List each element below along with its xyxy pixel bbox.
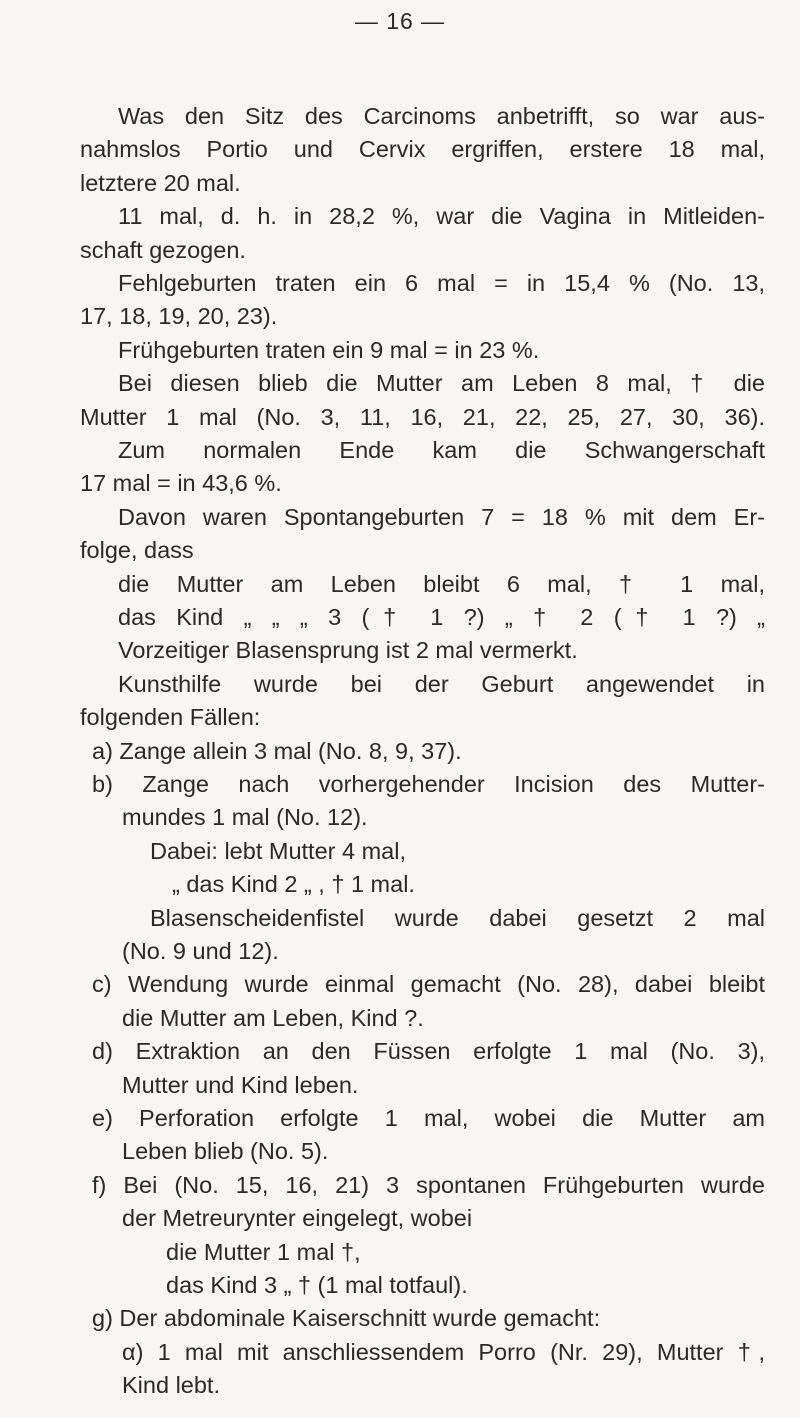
text-line: schaft gezogen. — [80, 236, 246, 263]
text-line: der Metreurynter eingelegt, wobei — [122, 1205, 473, 1232]
text-line: letztere 20 mal. — [80, 169, 241, 196]
text-line: (No. 9 und 12). — [122, 938, 279, 964]
text-line: Frühgeburten traten ein 9 mal = in 23 %. — [118, 336, 540, 363]
text-line: Mutter und Kind leben. — [122, 1071, 359, 1098]
text-line: Vorzeitiger Blasensprung ist 2 mal vermerkt. — [118, 637, 578, 664]
text-line: Leben blieb (No. 5). — [122, 1138, 329, 1165]
page-number: — 16 — — [354, 8, 446, 34]
text-line: Bei diesen blieb die Mutter am Leben 8 mal, † die — [118, 370, 765, 397]
text-line: Kind lebt. — [122, 1372, 220, 1399]
text-line: Zum normalen Ende kam die Schwangerschaft — [118, 437, 765, 463]
text-line: das Kind 3 „ † (1 mal totfaul). — [166, 1272, 468, 1298]
text-line: α) 1 mal mit anschliessendem Porro (Nr. 29), Mutter †, — [122, 1338, 765, 1365]
text-line: Fehlgeburten traten ein 6 mal = in 15,4 % (No. 13, — [118, 270, 765, 296]
text-line: 17, 18, 19, 20, 23). — [80, 303, 278, 330]
text-line: die Mutter am Leben bleibt 6 mal, † 1 mal, — [118, 570, 765, 597]
text-line: f) Bei (No. 15, 16, 21) 3 spontanen Frühgeburten wurde — [92, 1171, 765, 1198]
text-line: Dabei: lebt Mutter 4 mal, — [150, 837, 406, 864]
text-line: 11 mal, d. h. in 28,2 %, war die Vagina in Mitleiden- — [118, 203, 765, 230]
text-line: e) Perforation erfolgte 1 mal, wobei die Mutter am — [92, 1105, 765, 1131]
text-line: nahmslos Portio und Cervix ergriffen, erstere 18 mal, — [80, 136, 765, 163]
text-line: mundes 1 mal (No. 12). — [122, 804, 368, 831]
text-line: die Mutter 1 mal †, — [166, 1238, 361, 1265]
text-line: Was den Sitz des Carcinoms anbetrifft, so war aus- — [118, 103, 765, 129]
text-line: folgenden Fällen: — [80, 704, 261, 731]
text-line: „ das Kind 2 „ , † 1 mal. — [172, 871, 415, 898]
text-line: 17 mal = in 43,6 %. — [80, 470, 282, 497]
text-line: d) Extraktion an den Füssen erfolgte 1 mal (No. 3), — [92, 1038, 765, 1065]
text-line: Kunsthilfe wurde bei der Geburt angewendet in — [118, 670, 765, 697]
text-line: Blasenscheidenfistel wurde dabei gesetzt 2 mal — [150, 904, 765, 931]
text-line: das Kind „ „ „ 3 († 1 ?) „ † 2 († 1 ?) „ — [118, 604, 765, 630]
text-line: die Mutter am Leben, Kind ?. — [122, 1004, 424, 1031]
text-line: Davon waren Spontangeburten 7 = 18 % mit dem Er- — [118, 503, 765, 530]
text-line: folge, dass — [80, 537, 194, 564]
text-line: g) Der abdominale Kaiserschnitt wurde gemacht: — [92, 1305, 601, 1332]
text-line: c) Wendung wurde einmal gemacht (No. 28), dabei bleibt — [92, 971, 765, 998]
text-line: b) Zange nach vorhergehender Incision des Mutter- — [92, 771, 765, 797]
text-line: a) Zange allein 3 mal (No. 8, 9, 37). — [92, 737, 462, 764]
text-line: Mutter 1 mal (No. 3, 11, 16, 21, 22, 25, 27, 30, 36). — [80, 403, 765, 430]
